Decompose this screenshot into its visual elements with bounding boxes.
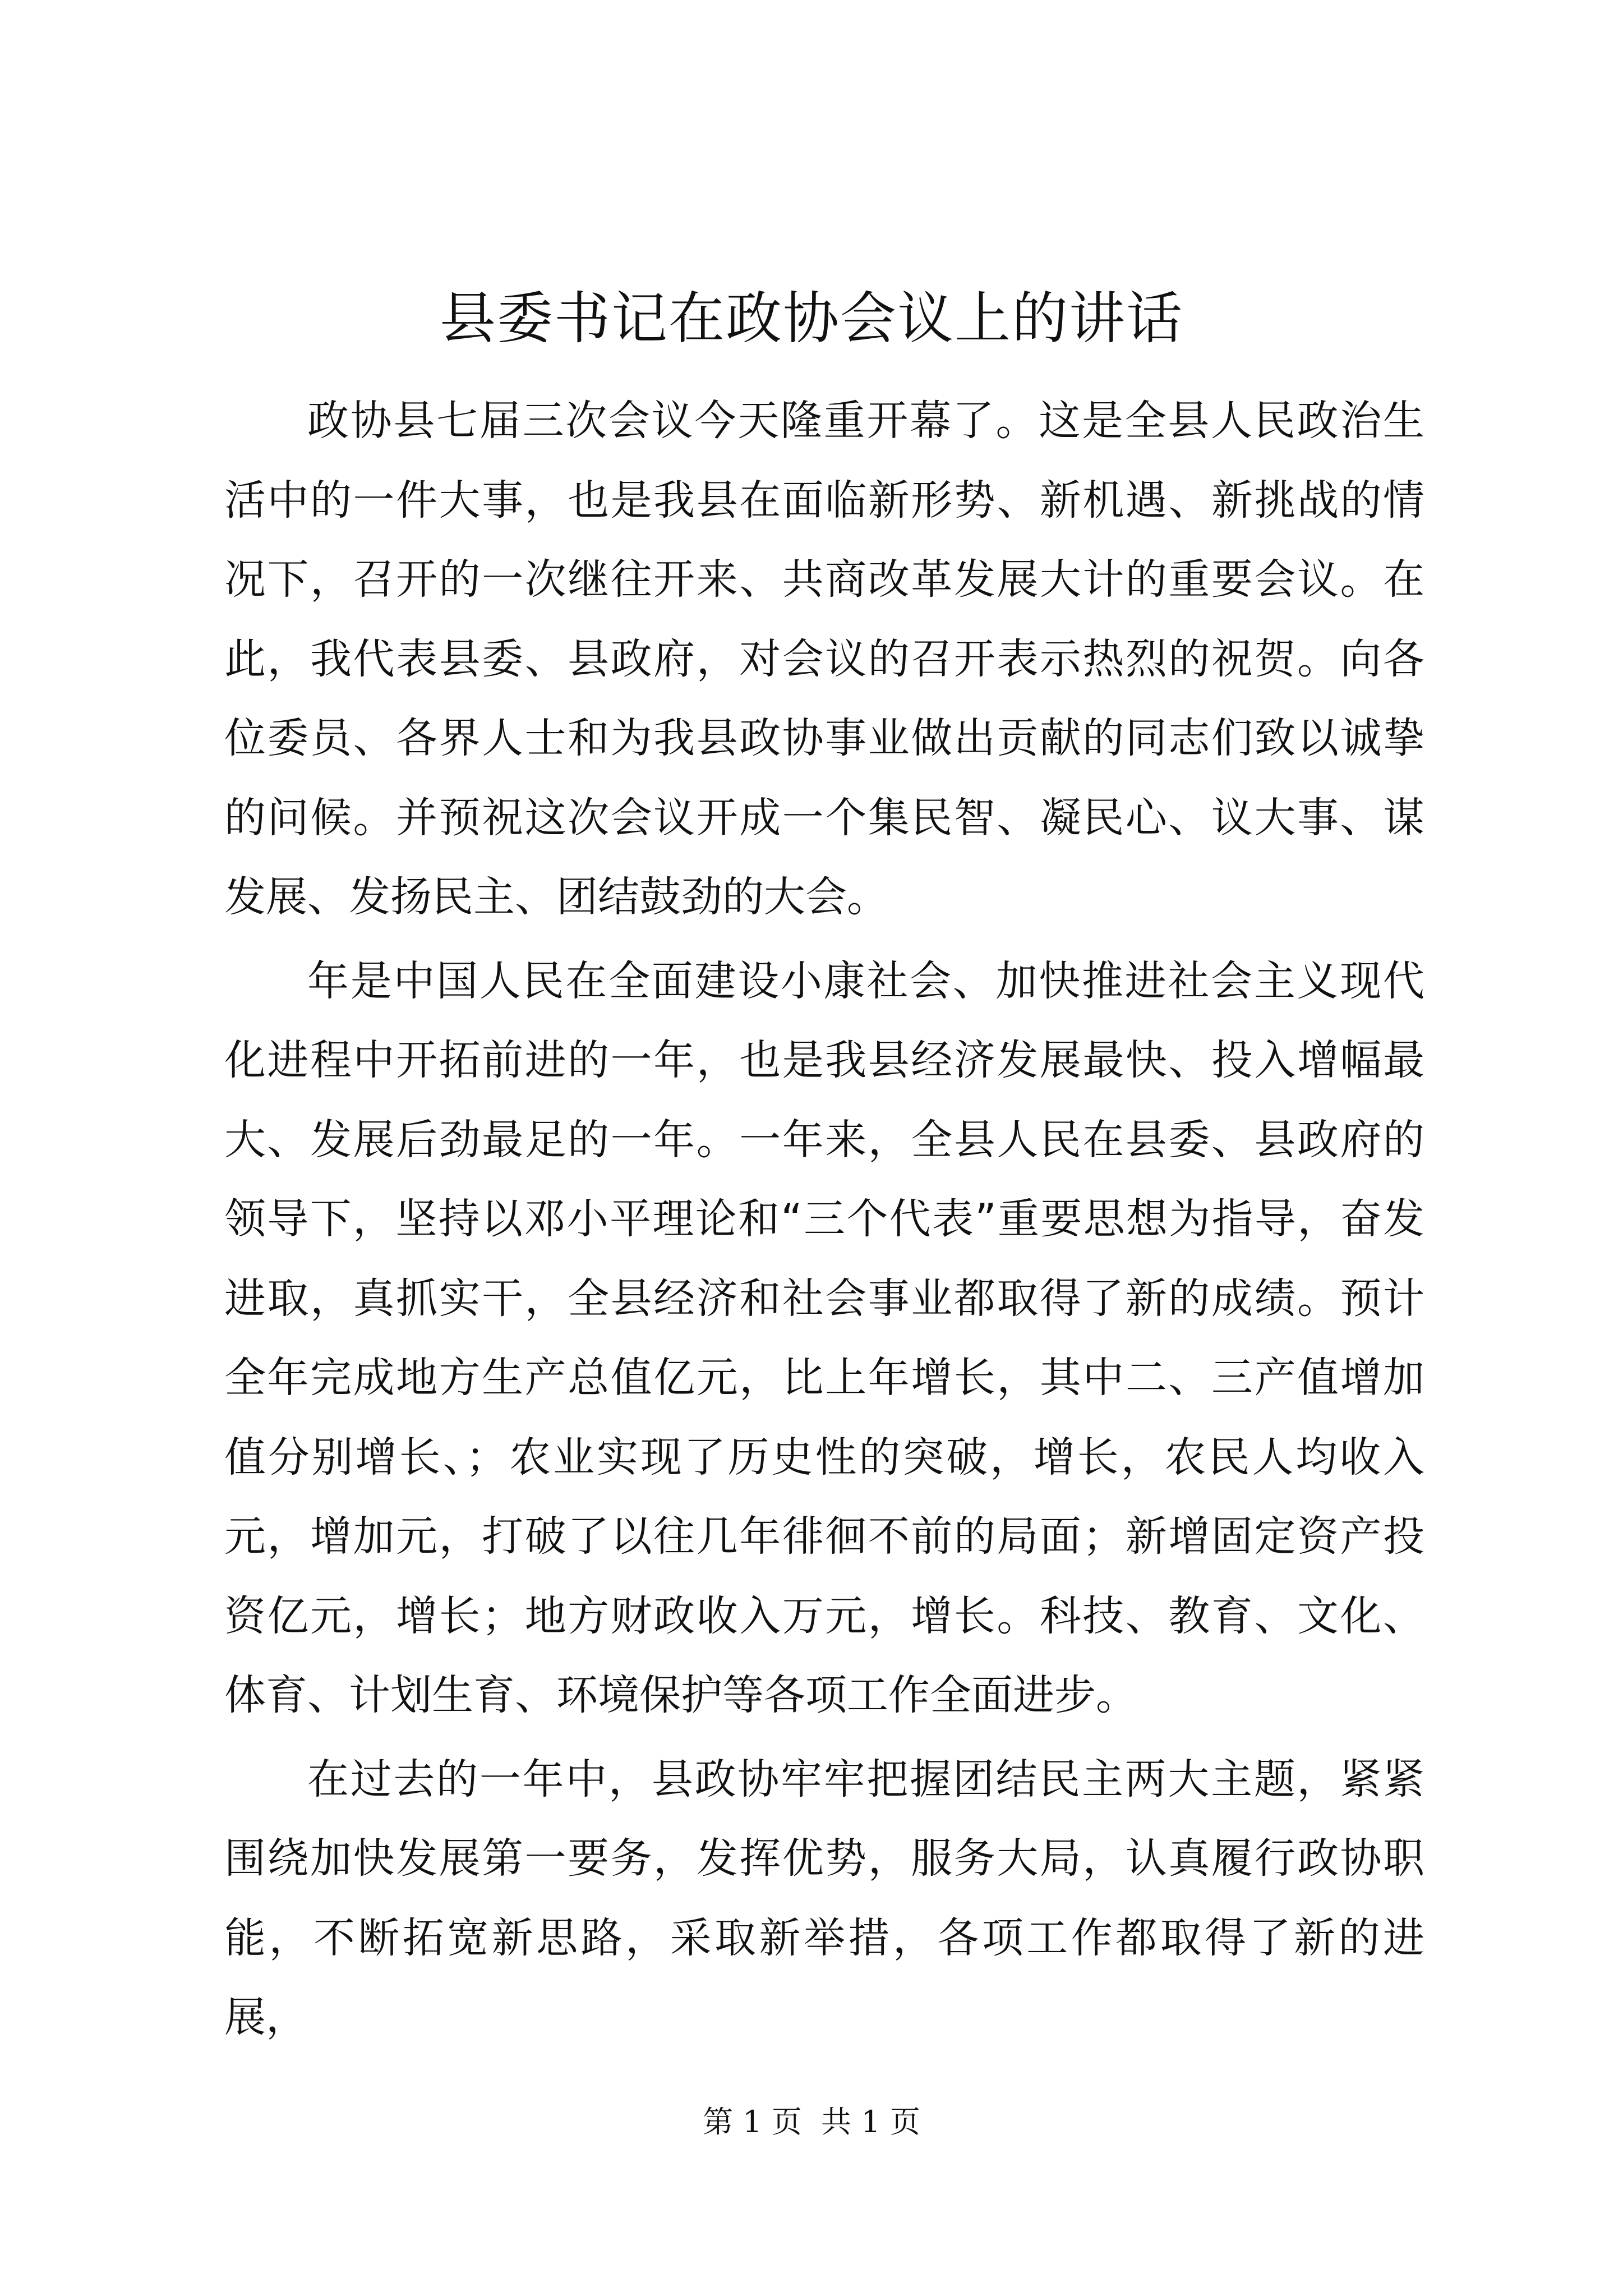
page-number-label: 第 1 页 共 1 页	[703, 2104, 920, 2139]
paragraph: 年是中国人民在全面建设小康社会、加快推进社会主义现代化进程中开拓前进的一年，也是我县经济发展最快、投入增幅最大、发展后劲最足的一年。一年来，全县人民在县委、县政府的领导下，坚持以邓小平理论和“三个代表”重要思想为指导，奋发进取，真抓实干，全县经济和社会事业都取得了新的成绩。预计全年完成地方生产总值亿元，比上年增长，其中二、三产值增加值分别增长、；农业实现了历史性的突破，增长，农民人均收入元，增加元，打破了以往几年徘徊不前的局面；新增固定资产投资亿元，增长；地方财政收入万元，增长。科技、教育、文化、体育、计划生育、环境保护等各项工作全面进步。	[224, 956, 1424, 1719]
document-body	[224, 381, 1424, 2062]
paragraph: 在过去的一年中，县政协牢牢把握团结民主两大主题，紧紧围绕加快发展第一要务，发挥优势，服务大局，认真履行政协职能，不断拓宽新思路，采取新举措，各项工作都取得了新的进展，	[224, 1755, 1424, 2041]
document-title: 县委书记在政协会议上的讲话	[440, 286, 1183, 351]
paragraph: 政协县七届三次会议今天隆重开幕了。这是全县人民政治生活中的一件大事，也是我县在面临新形势、新机遇、新挑战的情况下，召开的一次继往开来、共商改革发展大计的重要会议。在此，我代表县委、县政府，对会议的召开表示热烈的祝贺。向各位委员、各界人士和为我县政协事业做出贡献的同志们致以诚挚的问候。并预祝这次会议开成一个集民智、凝民心、议大事、谋发展、发扬民主、团结鼓劲的大会。	[224, 397, 1424, 921]
page-footer	[0, 2102, 1623, 2142]
